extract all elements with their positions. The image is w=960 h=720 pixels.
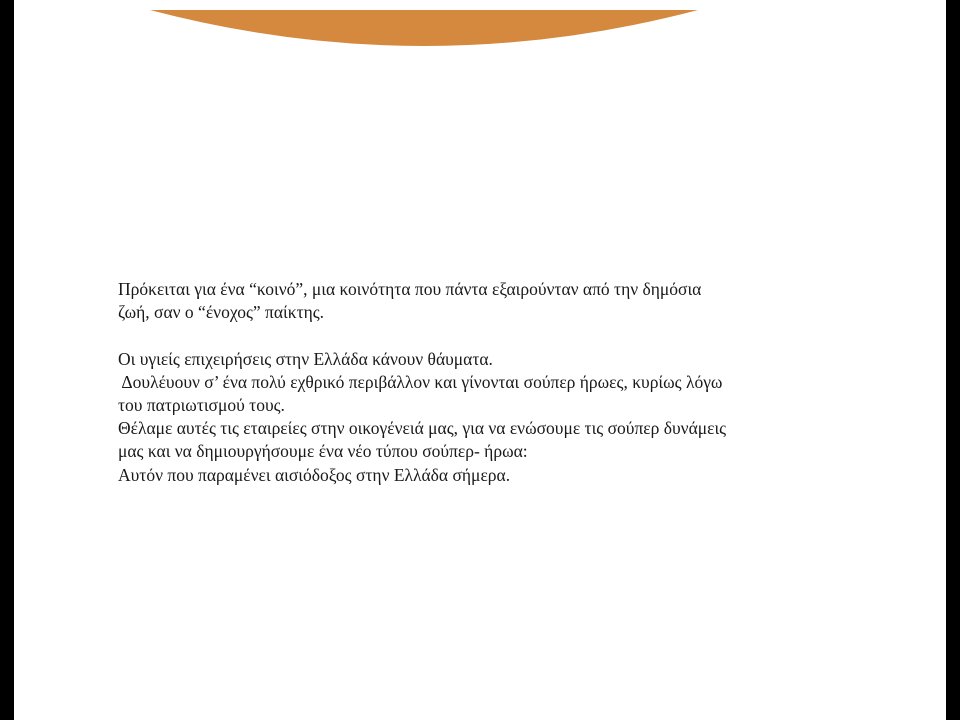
text-line-7: μας και να δημιουργήσουμε ένα νέο τύπου σούπερ- ήρωα: xyxy=(118,441,528,462)
arc-fill xyxy=(150,10,698,46)
text-line-4: Δουλέυουν σ’ ένα πολύ εχθρικό περιβάλλον και γίνονται σούπερ ήρωες, κυρίως λόγω xyxy=(118,371,723,392)
slide xyxy=(14,0,946,720)
text-line-2: ζωή, σαν ο “ένοχος” παίκτης. xyxy=(118,302,325,323)
text-line-1: Πρόκειται για ένα “κοινό”, μια κοινότητα που πάντα εξαιρούνταν από την δημόσια xyxy=(118,279,702,299)
text-line-3: Οι υγιείς επιχειρήσεις στην Ελλάδα κάνουν θάυματα. xyxy=(118,348,493,369)
slide-body-text xyxy=(118,278,838,487)
text-line-6: Θέλαμε αυτές τις εταιρείες στην οικογένειά μας, για να ενώσουμε τις σούπερ δυνάμεις xyxy=(118,418,727,439)
paragraph-gap xyxy=(118,324,838,347)
decorative-arc-shape xyxy=(14,0,946,60)
text-line-5: του πατριωτισμού τους. xyxy=(118,395,285,415)
text-line-8: Αυτόν που παραμένει αισιόδοξος στην Ελλάδα σήμερα. xyxy=(118,464,511,485)
